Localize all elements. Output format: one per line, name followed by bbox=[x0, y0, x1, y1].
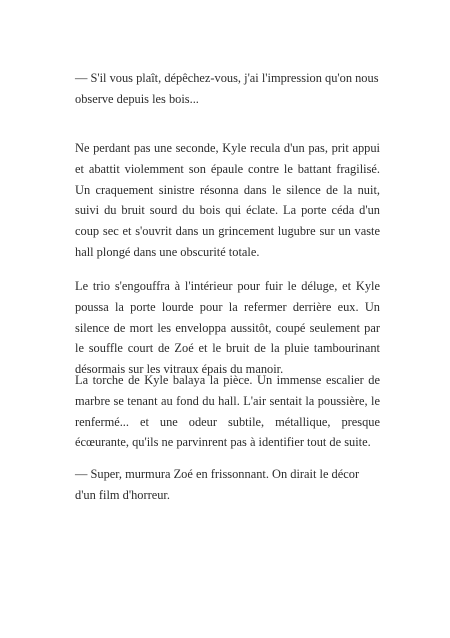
dialogue-paragraph: — Super, murmura Zoé en frissonnant. On dirait le décor d'un film d'horreur. bbox=[75, 467, 360, 502]
dialogue-paragraph: — S'il vous plaît, dépêchez-vous, j'ai l'impression qu'on nous observe depuis les bois... bbox=[75, 71, 379, 106]
narrative-paragraph: La torche de Kyle balaya la pièce. Un immense escalier de marbre se tenant au fond du hall. L'air sentait la poussière, le renfermé... et une odeur subtile, métallique, presque écœurante, qu'ils ne parvinrent pas à identifier tout de suite. bbox=[75, 373, 380, 450]
narrative-paragraph: Le trio s'engouffra à l'intérieur pour fuir le déluge, et Kyle poussa la porte lourde pour la refermer derrière eux. Un silence de mort les enveloppa aussitôt, coupé seulement par le souffle court de Zoé et le bruit de la pluie tambourinant désormais sur les vitraux épais du manoir. bbox=[75, 279, 380, 377]
narrative-paragraph: Ne perdant pas une seconde, Kyle recula d'un pas, prit appui et abattit violemment son épaule contre le battant fragilisé. Un craquement sinistre résonna dans le silence de la nuit, suivi du bruit sourd du bois qui éclate. La porte céda d'un coup sec et s'ouvrit dans un grincement lugubre sur un vaste hall plongé dans une obscurité totale. bbox=[75, 141, 380, 259]
